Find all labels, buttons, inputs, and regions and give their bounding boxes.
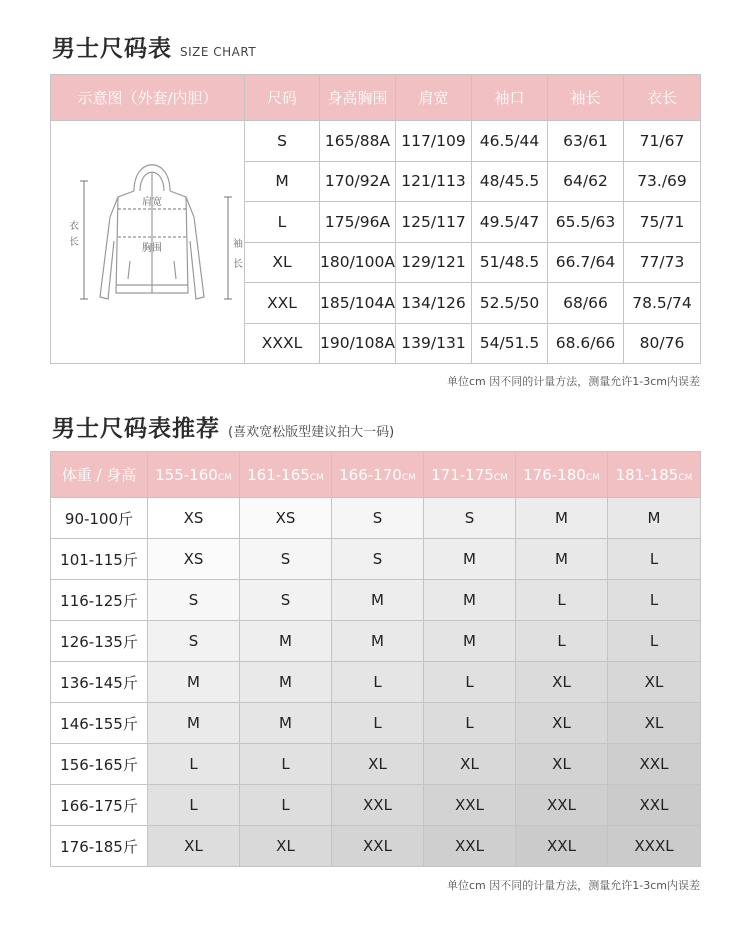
length-cell: 75/71	[624, 202, 701, 243]
size-cell: XL	[240, 826, 332, 867]
header-height-chest: 身高胸围	[320, 75, 396, 121]
size-cell: XL	[332, 744, 424, 785]
size-cell: M	[240, 662, 332, 703]
weight-cell: 101-115斤	[51, 539, 148, 580]
header-diagram: 示意图（外套/内胆）	[51, 75, 245, 121]
size-cell: L	[608, 539, 701, 580]
height-chest-cell: 180/100A	[320, 242, 396, 283]
header-height-range: 181-185CM	[608, 452, 701, 498]
size-cell: XXL	[332, 826, 424, 867]
size-cell: S	[245, 121, 320, 162]
recommend-note: 单位cm 因不同的计量方法，测量允许1-3cm内误差	[447, 879, 700, 892]
recommend-header-row	[51, 452, 701, 498]
size-cell: L	[332, 703, 424, 744]
size-cell: XXL	[608, 744, 701, 785]
size-cell: XL	[148, 826, 240, 867]
table-row	[51, 121, 701, 162]
jacket-outline-icon	[52, 121, 244, 359]
table-row	[51, 498, 701, 539]
size-cell: M	[424, 621, 516, 662]
size-cell: M	[516, 539, 608, 580]
size-cell: XXL	[332, 785, 424, 826]
shoulder-cell: 117/109	[396, 121, 472, 162]
size-cell: XL	[424, 744, 516, 785]
size-cell: L	[148, 785, 240, 826]
size-cell: XXL	[424, 826, 516, 867]
size-cell: XXXL	[245, 323, 320, 364]
size-cell: M	[424, 539, 516, 580]
sleeve-cell: 64/62	[548, 161, 624, 202]
size-cell: S	[148, 580, 240, 621]
size-chart-header-row	[51, 75, 701, 121]
length-cell: 77/73	[624, 242, 701, 283]
size-cell: M	[240, 621, 332, 662]
shoulder-cell: 121/113	[396, 161, 472, 202]
size-cell: XXL	[608, 785, 701, 826]
cuff-cell: 48/45.5	[472, 161, 548, 202]
table-row	[51, 621, 701, 662]
size-cell: S	[148, 621, 240, 662]
header-height-range: 161-165CM	[240, 452, 332, 498]
height-chest-cell: 170/92A	[320, 161, 396, 202]
size-cell: M	[245, 161, 320, 202]
recommend-subtitle: (喜欢宽松版型建议拍大一码)	[228, 425, 395, 440]
header-height-range: 176-180CM	[516, 452, 608, 498]
height-chest-cell: 190/108A	[320, 323, 396, 364]
recommend-title-zh: 男士尺码表推荐	[52, 416, 220, 442]
weight-cell: 166-175斤	[51, 785, 148, 826]
size-cell: S	[424, 498, 516, 539]
diagram-length-label-1: 衣	[68, 221, 79, 232]
diagram-length-label-2: 长	[68, 237, 79, 248]
weight-cell: 176-185斤	[51, 826, 148, 867]
size-cell: M	[240, 703, 332, 744]
size-cell: L	[424, 662, 516, 703]
sleeve-cell: 65.5/63	[548, 202, 624, 243]
jacket-diagram	[51, 121, 245, 364]
header-cuff: 袖口	[472, 75, 548, 121]
size-cell: S	[332, 539, 424, 580]
size-cell: M	[148, 662, 240, 703]
size-cell: XL	[516, 744, 608, 785]
table-row	[51, 703, 701, 744]
length-cell: 71/67	[624, 121, 701, 162]
shoulder-cell: 134/126	[396, 283, 472, 324]
size-cell: M	[608, 498, 701, 539]
recommend-table	[50, 451, 701, 867]
cuff-cell: 51/48.5	[472, 242, 548, 283]
shoulder-cell: 125/117	[396, 202, 472, 243]
size-chart-table	[50, 74, 701, 364]
sleeve-cell: 68/66	[548, 283, 624, 324]
diagram-chest-label: 胸围	[141, 243, 162, 254]
size-cell: XL	[608, 703, 701, 744]
size-cell: L	[516, 580, 608, 621]
diagram-shoulder-label: 肩宽	[141, 197, 162, 208]
table-row	[51, 539, 701, 580]
size-cell: XL	[608, 662, 701, 703]
size-cell: XXL	[245, 283, 320, 324]
size-cell: M	[424, 580, 516, 621]
sleeve-cell: 68.6/66	[548, 323, 624, 364]
header-size: 尺码	[245, 75, 320, 121]
size-cell: M	[516, 498, 608, 539]
cuff-cell: 54/51.5	[472, 323, 548, 364]
diagram-sleeve-label-1: 袖	[232, 239, 243, 250]
header-height-range: 155-160CM	[148, 452, 240, 498]
shoulder-cell: 139/131	[396, 323, 472, 364]
size-cell: L	[245, 202, 320, 243]
cuff-cell: 52.5/50	[472, 283, 548, 324]
size-cell: L	[516, 621, 608, 662]
header-weight-height: 体重 / 身高	[51, 452, 148, 498]
table-row	[51, 580, 701, 621]
size-cell: L	[608, 580, 701, 621]
size-cell: M	[332, 621, 424, 662]
size-cell: L	[608, 621, 701, 662]
diagram-sleeve-label-2: 长	[232, 259, 243, 270]
size-chart-title-zh: 男士尺码表	[52, 36, 172, 62]
height-chest-cell: 165/88A	[320, 121, 396, 162]
size-cell: S	[332, 498, 424, 539]
size-cell: XS	[240, 498, 332, 539]
table-row	[51, 662, 701, 703]
header-height-range: 171-175CM	[424, 452, 516, 498]
cuff-cell: 49.5/47	[472, 202, 548, 243]
size-cell: L	[240, 785, 332, 826]
weight-cell: 126-135斤	[51, 621, 148, 662]
size-cell: XS	[148, 539, 240, 580]
size-cell: L	[332, 662, 424, 703]
height-chest-cell: 175/96A	[320, 202, 396, 243]
sleeve-cell: 66.7/64	[548, 242, 624, 283]
sleeve-cell: 63/61	[548, 121, 624, 162]
size-chart-note: 单位cm 因不同的计量方法，测量允许1-3cm内误差	[447, 375, 700, 388]
size-cell: XXXL	[608, 826, 701, 867]
recommend-title	[52, 410, 394, 443]
size-cell: M	[148, 703, 240, 744]
weight-cell: 146-155斤	[51, 703, 148, 744]
length-cell: 80/76	[624, 323, 701, 364]
length-cell: 73./69	[624, 161, 701, 202]
header-sleeve-length: 袖长	[548, 75, 624, 121]
weight-cell: 136-145斤	[51, 662, 148, 703]
table-row	[51, 826, 701, 867]
size-cell: M	[332, 580, 424, 621]
size-cell: XL	[516, 703, 608, 744]
size-cell: L	[148, 744, 240, 785]
size-cell: XS	[148, 498, 240, 539]
size-cell: XXL	[516, 785, 608, 826]
size-cell: S	[240, 580, 332, 621]
size-cell: XL	[516, 662, 608, 703]
weight-cell: 156-165斤	[51, 744, 148, 785]
size-chart-title	[52, 30, 256, 63]
size-cell: XXL	[424, 785, 516, 826]
table-row	[51, 785, 701, 826]
cuff-cell: 46.5/44	[472, 121, 548, 162]
shoulder-cell: 129/121	[396, 242, 472, 283]
height-chest-cell: 185/104A	[320, 283, 396, 324]
size-cell: L	[424, 703, 516, 744]
length-cell: 78.5/74	[624, 283, 701, 324]
weight-cell: 116-125斤	[51, 580, 148, 621]
weight-cell: 90-100斤	[51, 498, 148, 539]
header-height-range: 166-170CM	[332, 452, 424, 498]
table-row	[51, 744, 701, 785]
header-length: 衣长	[624, 75, 701, 121]
size-chart-title-en: SIZE CHART	[180, 45, 257, 59]
size-cell: XL	[245, 242, 320, 283]
size-cell: XXL	[516, 826, 608, 867]
size-cell: S	[240, 539, 332, 580]
size-cell: L	[240, 744, 332, 785]
header-shoulder: 肩宽	[396, 75, 472, 121]
